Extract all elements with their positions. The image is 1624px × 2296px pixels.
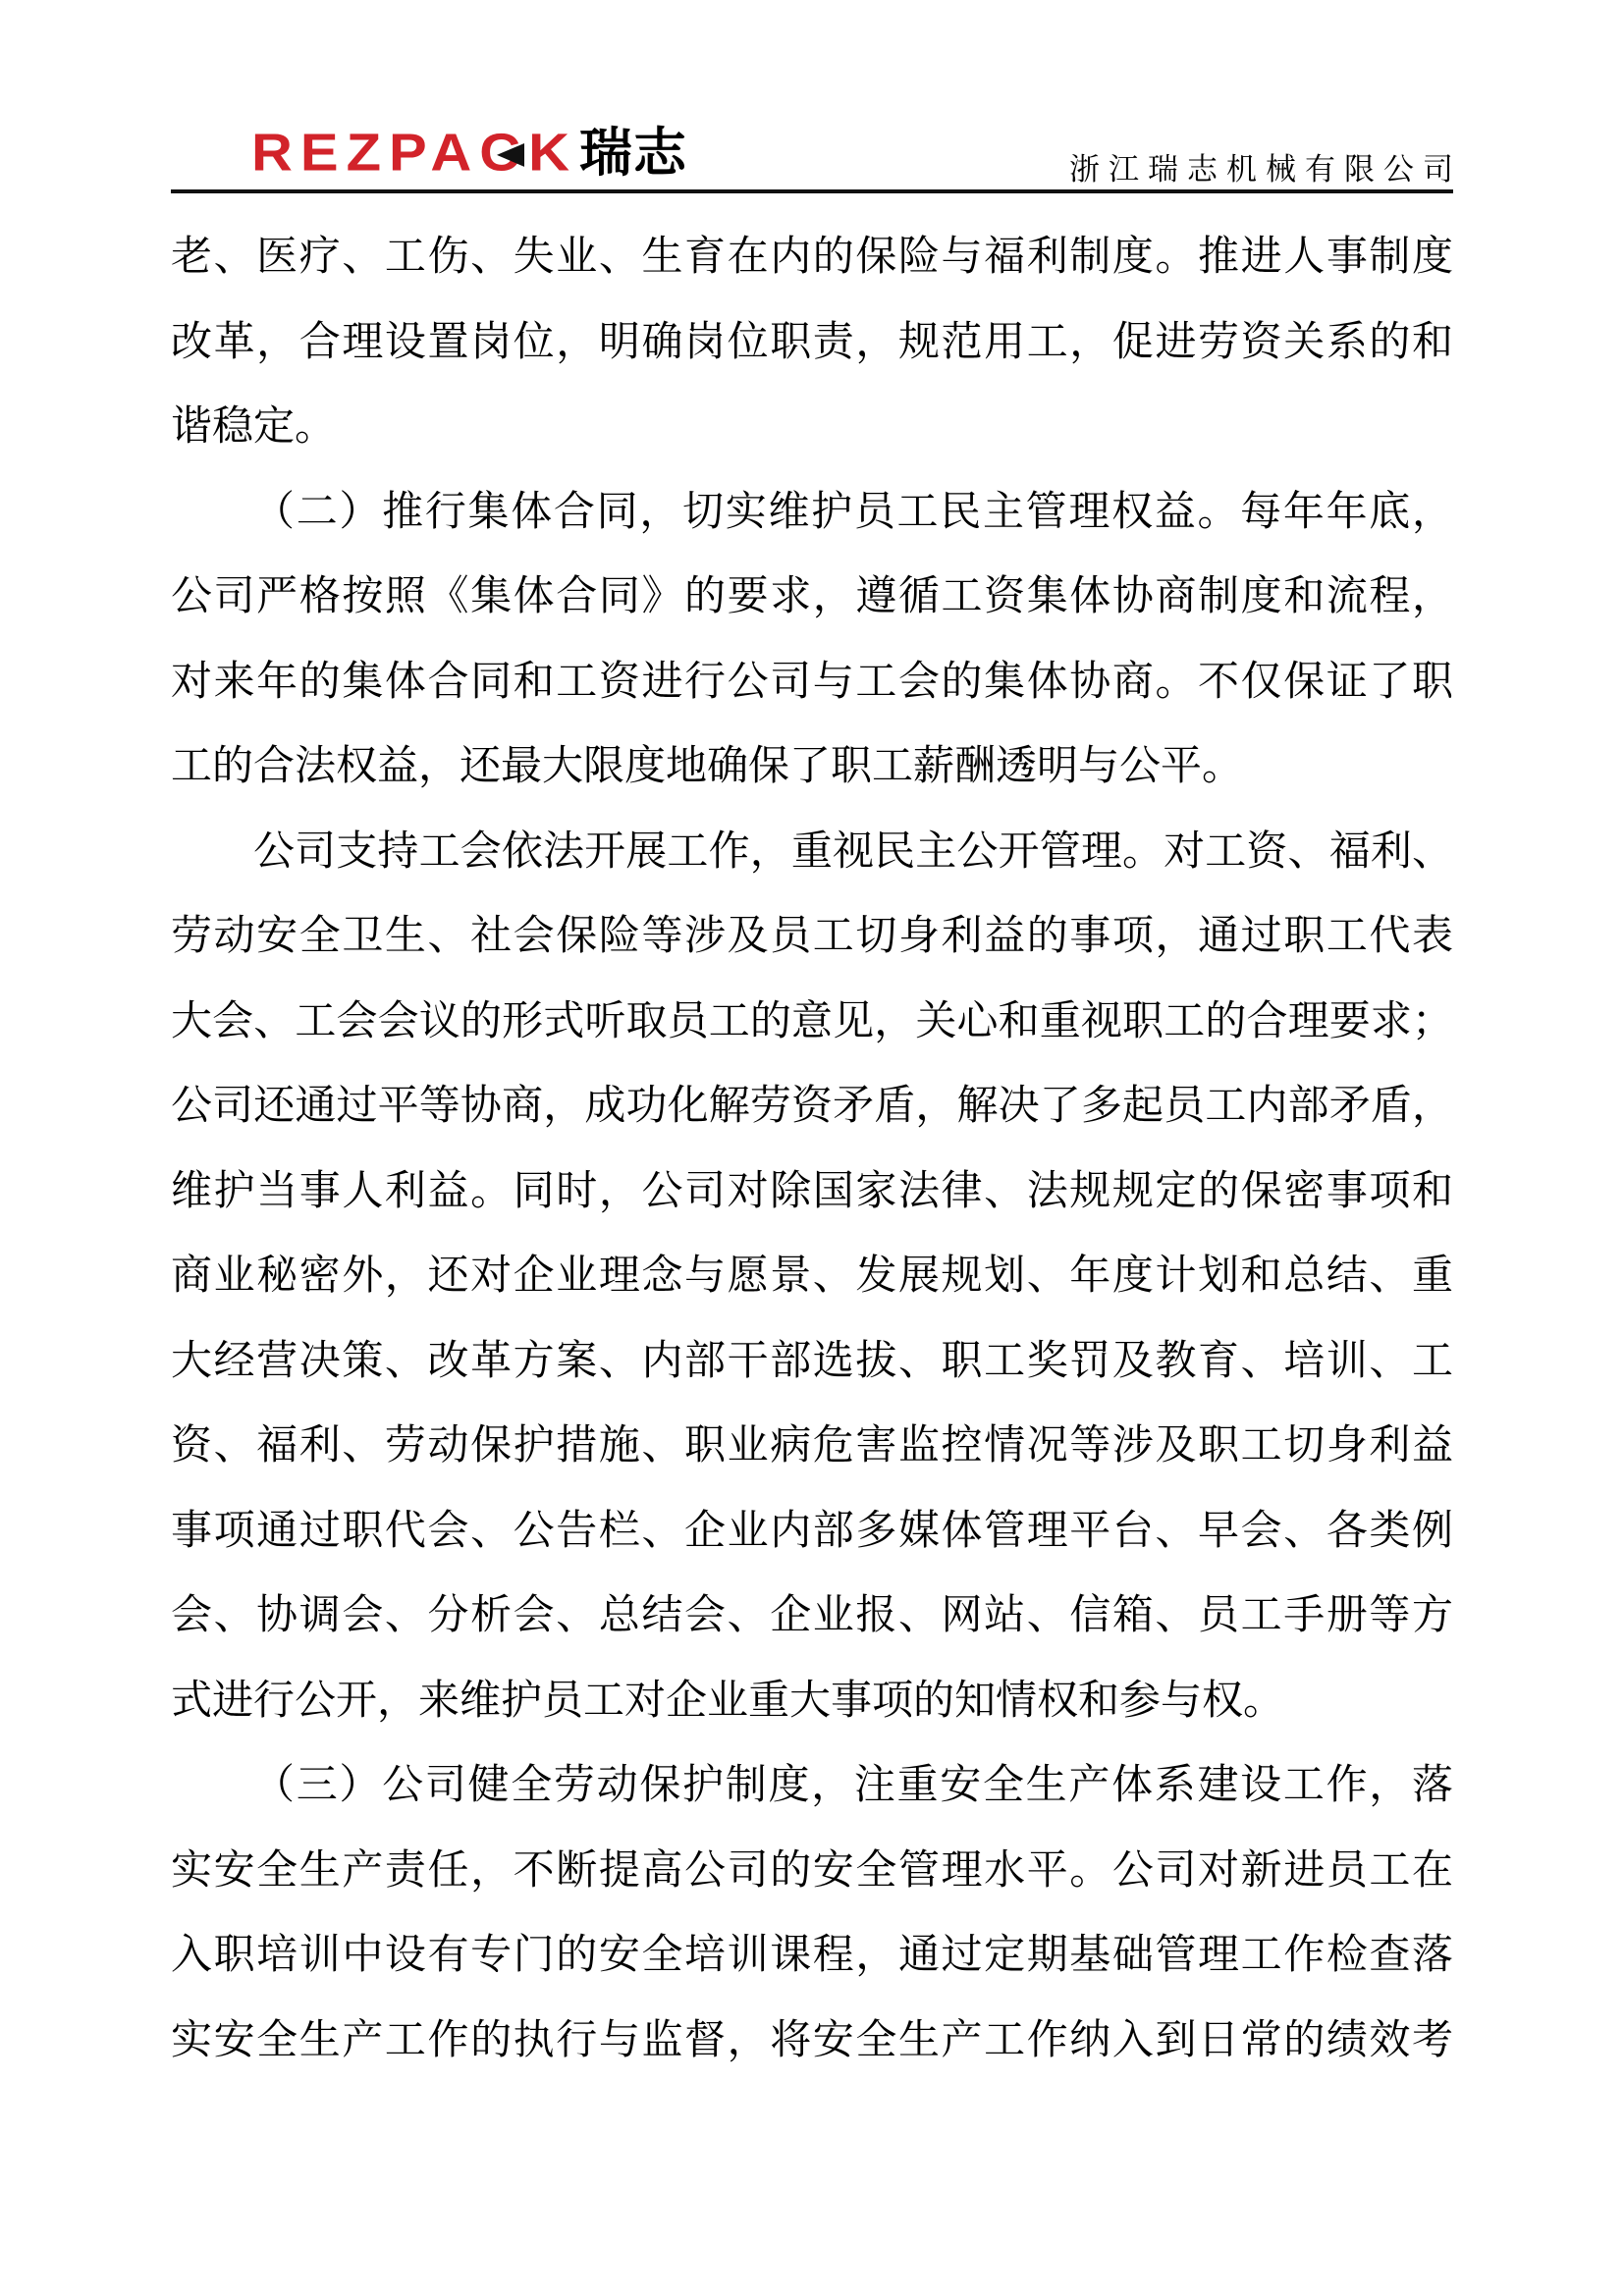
left-triangle-icon <box>497 143 524 167</box>
text-line: 资、福利、劳动保护措施、职业病危害监控情况等涉及职工切身利益 <box>171 1423 1453 1468</box>
text-line: 会、协调会、分析会、总结会、企业报、网站、信箱、员工手册等方 <box>171 1593 1453 1638</box>
text-line: 入职培训中设有专门的安全培训课程，通过定期基础管理工作检查落 <box>171 1933 1453 1978</box>
text-line: 对来年的集体合同和工资进行公司与工会的集体协商。不仅保证了职 <box>171 659 1453 705</box>
paragraph <box>171 810 1453 1744</box>
text-line: 式进行公开，来维护员工对企业重大事项的知情权和参与权。 <box>171 1678 1285 1724</box>
text-line: 实安全生产责任，不断提高公司的安全管理水平。公司对新进员工在 <box>171 1847 1453 1894</box>
paragraph <box>171 1743 1453 2083</box>
paragraph <box>171 215 1453 470</box>
text-line: 老、医疗、工伤、失业、生育在内的保险与福利制度。推进人事制度 <box>171 235 1453 280</box>
logo-latin-text: REZPACK <box>251 123 578 183</box>
text-line: 公司还通过平等协商，成功化解劳资矛盾，解决了多起员工内部矛盾， <box>171 1084 1453 1129</box>
text-line: 工的合法权益，还最大限度地确保了职工薪酬透明与公平。 <box>171 744 1244 789</box>
rezpack-logo <box>251 124 687 183</box>
text-line: 大经营决策、改革方案、内部干部选拔、职工奖罚及教育、培训、工 <box>171 1338 1453 1384</box>
company-name: 浙江瑞志机械有限公司 <box>1069 152 1462 187</box>
text-line: （二）推行集体合同，切实维护员工民主管理权益。每年年底， <box>253 489 1453 535</box>
paragraph <box>171 470 1453 810</box>
text-line: 谐稳定。 <box>171 404 337 450</box>
text-line: （三）公司健全劳动保护制度，注重安全生产体系建设工作，落 <box>253 1763 1453 1808</box>
text-line: 维护当事人利益。同时，公司对除国家法律、法规规定的保密事项和 <box>171 1168 1453 1214</box>
text-line: 劳动安全卫生、社会保险等涉及员工切身利益的事项，通过职工代表 <box>171 914 1453 959</box>
text-line: 大会、工会会议的形式听取员工的意见，关心和重视职工的合理要求； <box>171 998 1453 1044</box>
header-divider <box>171 189 1453 193</box>
text-line: 公司严格按照《集体合同》的要求，遵循工资集体协商制度和流程， <box>171 574 1453 619</box>
logo-cjk-text: 瑞志 <box>579 124 688 183</box>
text-line: 商业秘密外，还对企业理念与愿景、发展规划、年度计划和总结、重 <box>171 1254 1453 1299</box>
document-body <box>171 215 1453 2083</box>
text-line: 公司支持工会依法开展工作，重视民主公开管理。对工资、福利、 <box>253 828 1453 875</box>
text-line: 实安全生产工作的执行与监督，将安全生产工作纳入到日常的绩效考 <box>171 2017 1453 2063</box>
text-line: 改革，合理设置岗位，明确岗位职责，规范用工，促进劳资关系的和 <box>171 319 1453 365</box>
text-line: 事项通过职代会、公告栏、企业内部多媒体管理平台、早会、各类例 <box>171 1508 1453 1554</box>
